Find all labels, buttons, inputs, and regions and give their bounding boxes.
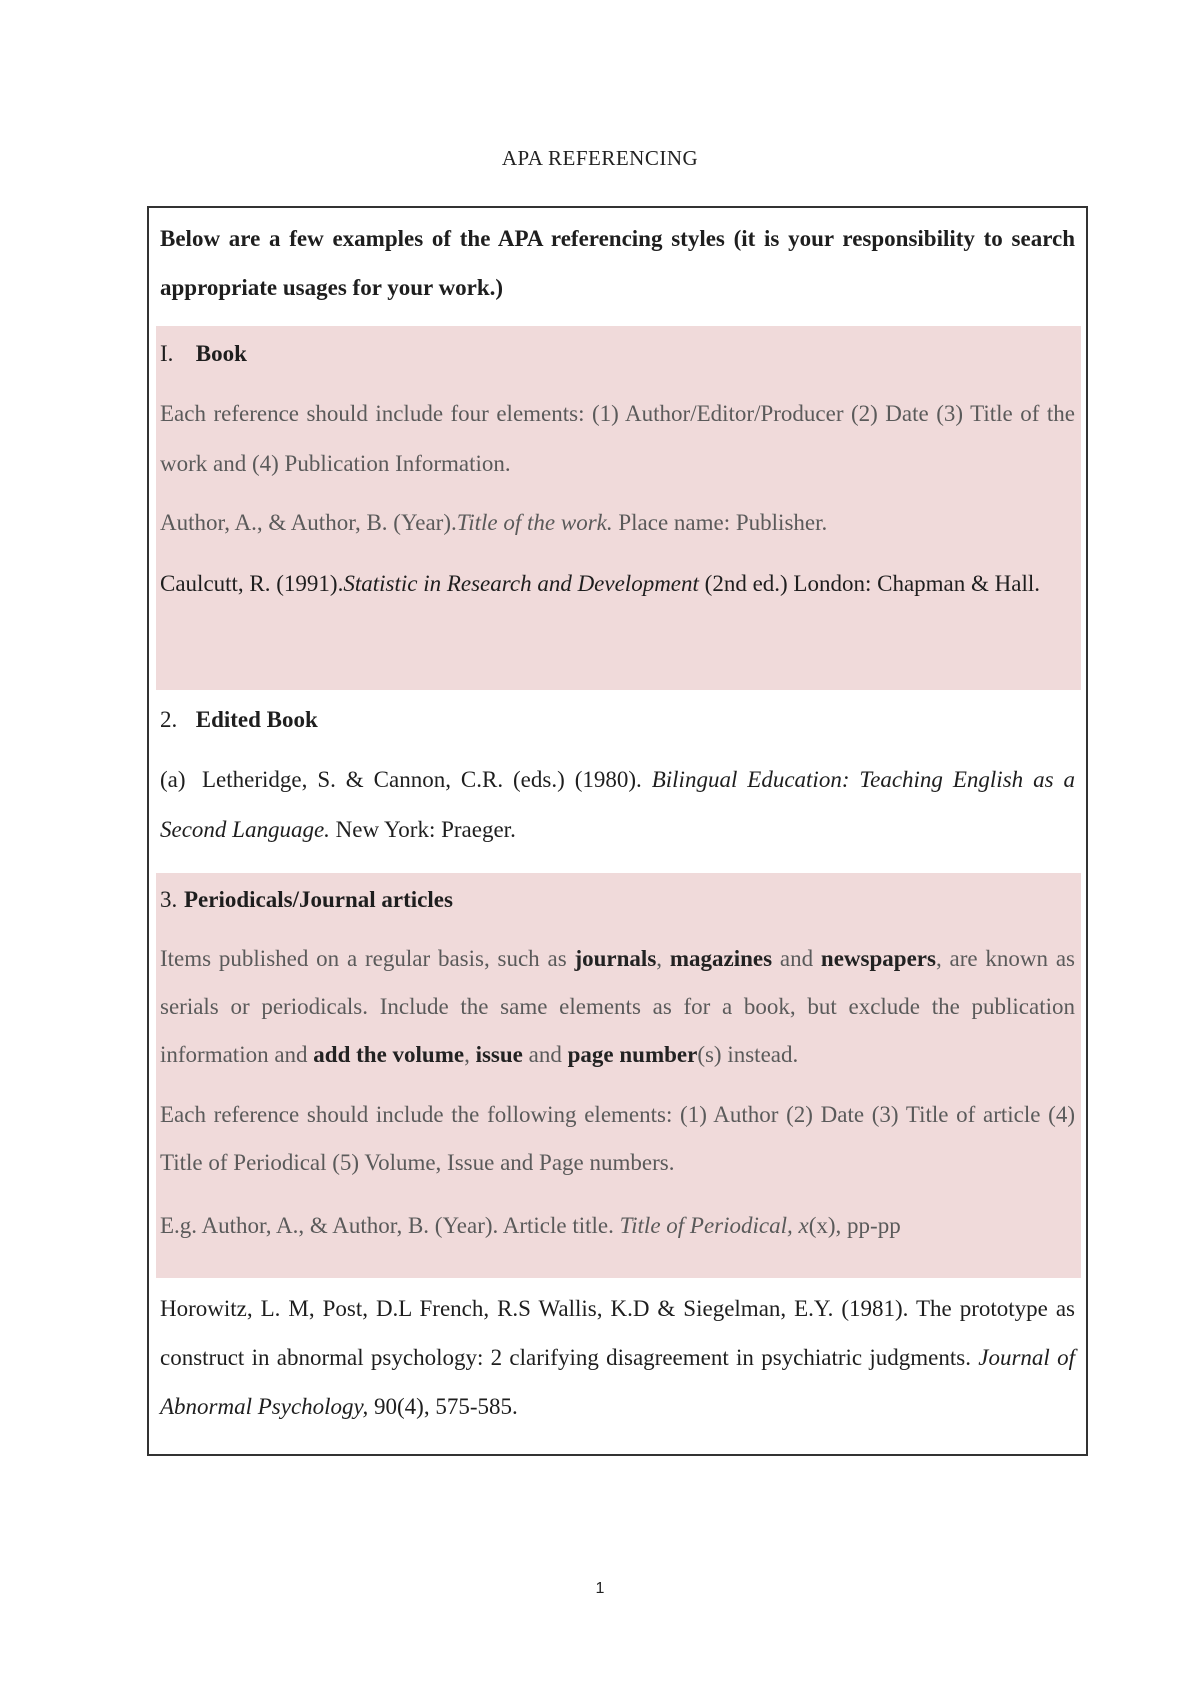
keyword-journals: journals xyxy=(574,946,657,971)
periodicals-desc-part: , xyxy=(656,946,670,971)
periodicals-heading xyxy=(160,875,1075,925)
edited-book-number: 2. xyxy=(160,707,178,732)
periodicals-number: 3. xyxy=(160,887,178,912)
periodicals-elements: Each reference should include the following elements: (1) Author (2) Date (3) Title of article (4) Title of Periodical (5) Volume, Issue and Page numbers. xyxy=(160,1102,1075,1175)
book-example xyxy=(160,559,1075,609)
keyword-add-volume: add the volume xyxy=(313,1042,465,1067)
periodicals-heading-text: Periodicals/Journal articles xyxy=(184,887,453,912)
keyword-issue: issue xyxy=(475,1042,523,1067)
intro-text: Below are a few examples of the APA referencing styles (it is your responsibility to search appropriate usages for your work.) xyxy=(160,226,1075,300)
edited-book-label: (a) xyxy=(160,767,186,792)
keyword-page-number: page number xyxy=(567,1042,698,1067)
periodicals-format-pre: E.g. Author, A., & Author, B. (Year). Article title. xyxy=(160,1213,620,1238)
periodicals-desc-part: (s) instead. xyxy=(697,1042,799,1067)
reference-box xyxy=(147,206,1088,1456)
periodicals-description xyxy=(160,935,1075,1079)
book-example-publisher: (2nd ed.) London: Chapman & Hall. xyxy=(698,571,1041,596)
book-format-authors: Author, A., & Author, B. (Year). xyxy=(160,510,457,535)
periodicals-example-volume: 90(4), 575-585. xyxy=(368,1394,518,1419)
book-heading-text: Book xyxy=(195,341,247,366)
edited-book-example-publisher: New York: Praeger. xyxy=(329,817,516,842)
periodicals-desc-part: Items published on a regular basis, such as xyxy=(160,946,575,971)
periodicals-desc-part: , are known as serials or periodicals. Include the same elements as for a book, but exclude the publication information and xyxy=(160,946,1075,1067)
page-number: 1 xyxy=(595,1580,605,1597)
periodicals-example-journal: Journal of Abnormal Psychology, xyxy=(160,1345,1075,1419)
page-title: APA REFERENCING xyxy=(501,146,699,170)
periodicals-desc-part: and xyxy=(522,1042,568,1067)
periodicals-desc-part: , xyxy=(464,1042,476,1067)
book-format-title: Title of the work. xyxy=(456,510,613,535)
book-format xyxy=(160,498,1075,548)
book-description: Each reference should include four elements: (1) Author/Editor/Producer (2) Date (3) Title of the work and (4) Publication Information. xyxy=(160,401,1075,476)
book-example-authors: Caulcutt, R. (1991). xyxy=(160,571,344,596)
periodicals-desc-part: and xyxy=(772,946,821,971)
edited-book-example-authors: Letheridge, S. & Cannon, C.R. (eds.) (1980). xyxy=(202,767,652,792)
periodicals-format xyxy=(160,1201,1075,1251)
periodicals-example-citation: Horowitz, L. M, Post, D.L French, R.S Wallis, K.D & Siegelman, E.Y. (1981). The prototype as construct in abnormal psychology: 2 clarifying disagreement in psychiatric judgments. xyxy=(160,1296,1075,1370)
keyword-newspapers: newspapers xyxy=(820,946,936,971)
book-heading xyxy=(160,329,1075,379)
periodicals-example xyxy=(160,1284,1075,1431)
edited-book-heading xyxy=(160,695,1075,745)
book-example-title: Statistic in Research and Development xyxy=(343,571,699,596)
book-format-publisher: Place name: Publisher. xyxy=(612,510,828,535)
edited-book-example xyxy=(160,755,1075,855)
periodicals-format-post: (x), pp-pp xyxy=(808,1213,901,1238)
book-number: I. xyxy=(160,341,174,366)
edited-book-heading-text: Edited Book xyxy=(195,707,318,732)
edited-book-example-title: Bilingual Education: Teaching English as a Second Language. xyxy=(160,767,1075,842)
periodicals-format-title: Title of Periodical, x xyxy=(619,1213,809,1238)
keyword-magazines: magazines xyxy=(669,946,773,971)
